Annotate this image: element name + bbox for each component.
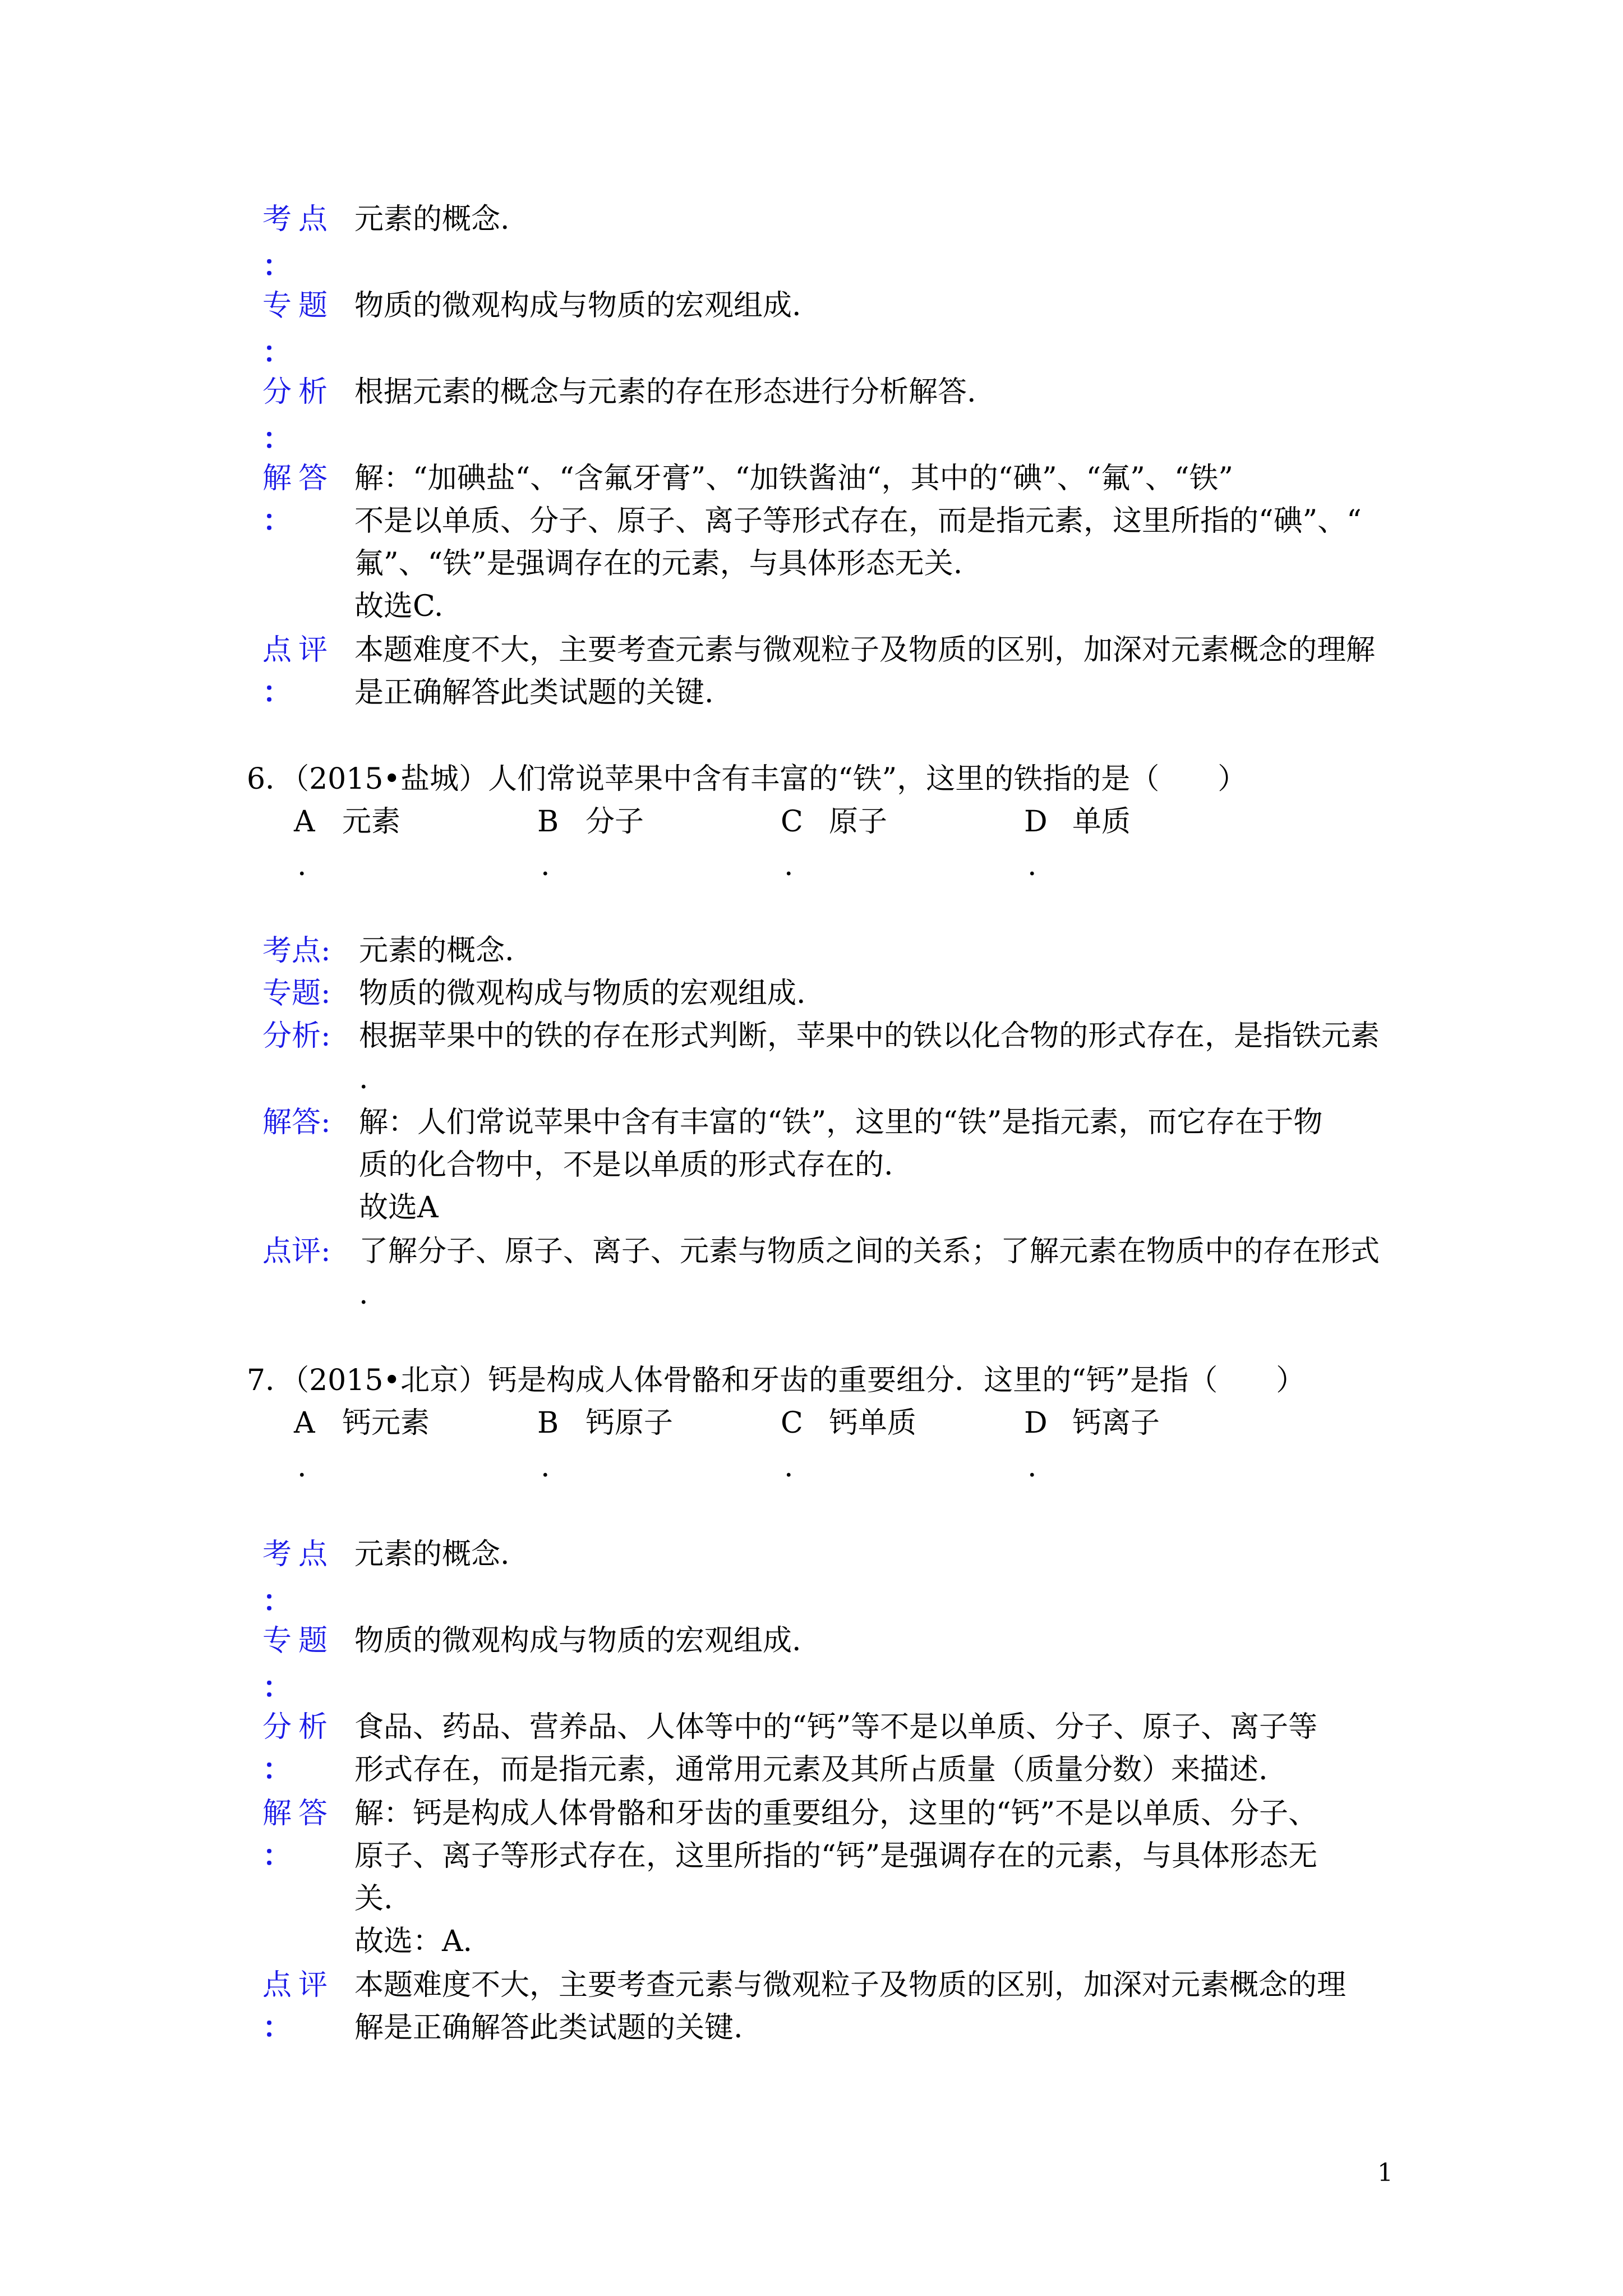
b3-fenxi-line-1: 食品、药品、营养品、人体等中的“钙”等不是以单质、分子、原子、离子等 xyxy=(354,1710,1318,1744)
b1-colon-5: ： xyxy=(262,675,292,710)
b1-dianping-line-1: 本题难度不大，主要考查元素与微观粒子及物质的区别，加深对元素概念的理解 xyxy=(354,633,1376,667)
q6-dot-c: . xyxy=(784,849,794,882)
q6-option-d-letter: D xyxy=(1024,805,1048,839)
b3-fenxi-label: 分析 xyxy=(262,1710,335,1744)
b3-zhuanti-text: 物质的微观构成与物质的宏观组成. xyxy=(354,1624,801,1658)
b2-fenxi-line-2: . xyxy=(359,1062,368,1096)
b1-colon-4: ： xyxy=(262,504,292,538)
b3-colon-2: ： xyxy=(262,1671,292,1705)
q7-option-d-text: 钙离子 xyxy=(1072,1406,1160,1440)
b2-jieda-line-1: 解：人们常说苹果中含有丰富的“铁”，这里的“铁”是指元素，而它存在于物 xyxy=(359,1106,1323,1139)
b1-colon-2: ： xyxy=(262,335,292,370)
b1-jieda-line-1: 解：“加碘盐“、“含氟牙膏”、“加铁酱油“，其中的“碘”、“氟”、“铁” xyxy=(354,462,1234,495)
q7-dot-c: . xyxy=(784,1450,794,1484)
b2-jieda-label: 解答: xyxy=(262,1106,331,1139)
q6-option-c-letter: C xyxy=(781,805,803,839)
q6-dot-b: . xyxy=(541,849,550,882)
b3-jieda-label: 解答 xyxy=(262,1797,335,1830)
q6-dot-a: . xyxy=(297,849,307,882)
b1-kaodian-label: 考点 xyxy=(262,203,335,236)
b1-colon-1: ： xyxy=(262,249,292,283)
b1-zhuanti-text: 物质的微观构成与物质的宏观组成. xyxy=(354,289,801,323)
q7-dot-a: . xyxy=(297,1450,307,1484)
q6-option-a-text: 元素 xyxy=(342,805,401,839)
b3-colon-1: ： xyxy=(262,1584,292,1618)
q7-option-a-text: 钙元素 xyxy=(342,1406,430,1440)
q6-option-a-letter: A xyxy=(294,805,315,839)
b3-zhuanti-label: 专题 xyxy=(262,1624,335,1658)
b2-zhuanti-text: 物质的微观构成与物质的宏观组成. xyxy=(359,977,806,1010)
q6-option-c-text: 原子 xyxy=(829,805,888,839)
b1-jieda-line-3: 氟”、“铁”是强调存在的元素，与具体形态无关. xyxy=(354,547,963,581)
b1-zhuanti-label: 专题 xyxy=(262,289,335,323)
q7-option-a-letter: A xyxy=(294,1406,315,1440)
b3-jieda-line-3: 关. xyxy=(354,1882,393,1916)
b2-jieda-line-2: 质的化合物中，不是以单质的形式存在的. xyxy=(359,1148,893,1182)
q7-dot-b: . xyxy=(541,1450,550,1484)
b2-dianping-line-2: . xyxy=(359,1277,368,1311)
q7-option-c-text: 钙单质 xyxy=(829,1406,917,1440)
b2-kaodian-text: 元素的概念. xyxy=(359,934,514,968)
page-number: 1 xyxy=(1377,2159,1393,2187)
b1-kaodian-text: 元素的概念. xyxy=(354,203,510,236)
b3-colon-3: ： xyxy=(262,1752,292,1787)
q6-option-b-text: 分子 xyxy=(585,805,644,839)
b2-jieda-line-3: 故选A xyxy=(359,1191,439,1225)
b2-fenxi-label: 分析: xyxy=(262,1019,331,1053)
b3-dianping-line-1: 本题难度不大，主要考查元素与微观粒子及物质的区别，加深对元素概念的理 xyxy=(354,1968,1347,2002)
b2-fenxi-line-1: 根据苹果中的铁的存在形式判断，苹果中的铁以化合物的形式存在，是指铁元素 xyxy=(359,1019,1380,1053)
b3-dianping-label: 点评 xyxy=(262,1968,335,2002)
b3-jieda-line-4: 故选：A. xyxy=(354,1925,473,1958)
q6-option-b-letter: B xyxy=(537,805,559,839)
q7-dot-d: . xyxy=(1027,1450,1037,1484)
b1-jieda-line-4: 故选C. xyxy=(354,590,444,623)
b3-colon-5: ： xyxy=(262,2010,292,2045)
b3-dianping-line-2: 解是正确解答此类试题的关键. xyxy=(354,2011,743,2045)
q6-option-d-text: 单质 xyxy=(1072,805,1131,839)
q6-dot-d: . xyxy=(1027,849,1037,882)
b2-dianping-line-1: 了解分子、原子、离子、元素与物质之间的关系；了解元素在物质中的存在形式 xyxy=(359,1235,1380,1268)
b1-fenxi-text: 根据元素的概念与元素的存在形态进行分析解答. xyxy=(354,375,976,409)
b1-dianping-label: 点评 xyxy=(262,633,335,667)
b1-jieda-line-2: 不是以单质、分子、原子、离子等形式存在，而是指元素，这里所指的“碘”、“ xyxy=(354,504,1362,538)
b3-kaodian-text: 元素的概念. xyxy=(354,1538,510,1571)
q7-stem: 7．（2015•北京）钙是构成人体骨骼和牙齿的重要组分．这里的“钙”是指（ ） xyxy=(247,1364,1306,1397)
b3-jieda-line-2: 原子、离子等形式存在，这里所指的“钙”是强调存在的元素，与具体形态无 xyxy=(354,1839,1318,1873)
q7-option-b-letter: B xyxy=(537,1406,559,1440)
b1-dianping-line-2: 是正确解答此类试题的关键. xyxy=(354,676,714,710)
q7-option-d-letter: D xyxy=(1024,1406,1048,1440)
b1-fenxi-label: 分析 xyxy=(262,375,335,409)
b3-fenxi-line-2: 形式存在，而是指元素，通常用元素及其所占质量（质量分数）来描述. xyxy=(354,1753,1268,1787)
b3-jieda-line-1: 解：钙是构成人体骨骼和牙齿的重要组分，这里的“钙”不是以单质、分子、 xyxy=(354,1797,1318,1830)
b2-zhuanti-label: 专题: xyxy=(262,977,331,1010)
q7-option-b-text: 钙原子 xyxy=(585,1406,674,1440)
b2-kaodian-label: 考点: xyxy=(262,934,331,968)
b3-kaodian-label: 考点 xyxy=(262,1538,335,1571)
b2-dianping-label: 点评: xyxy=(262,1235,331,1268)
b1-colon-3: ： xyxy=(262,422,292,456)
b1-jieda-label: 解答 xyxy=(262,462,335,495)
b3-colon-4: ： xyxy=(262,1839,292,1873)
q7-option-c-letter: C xyxy=(781,1406,803,1440)
q6-stem: 6．（2015•盐城）人们常说苹果中含有丰富的“铁”，这里的铁指的是（ ） xyxy=(247,762,1247,796)
